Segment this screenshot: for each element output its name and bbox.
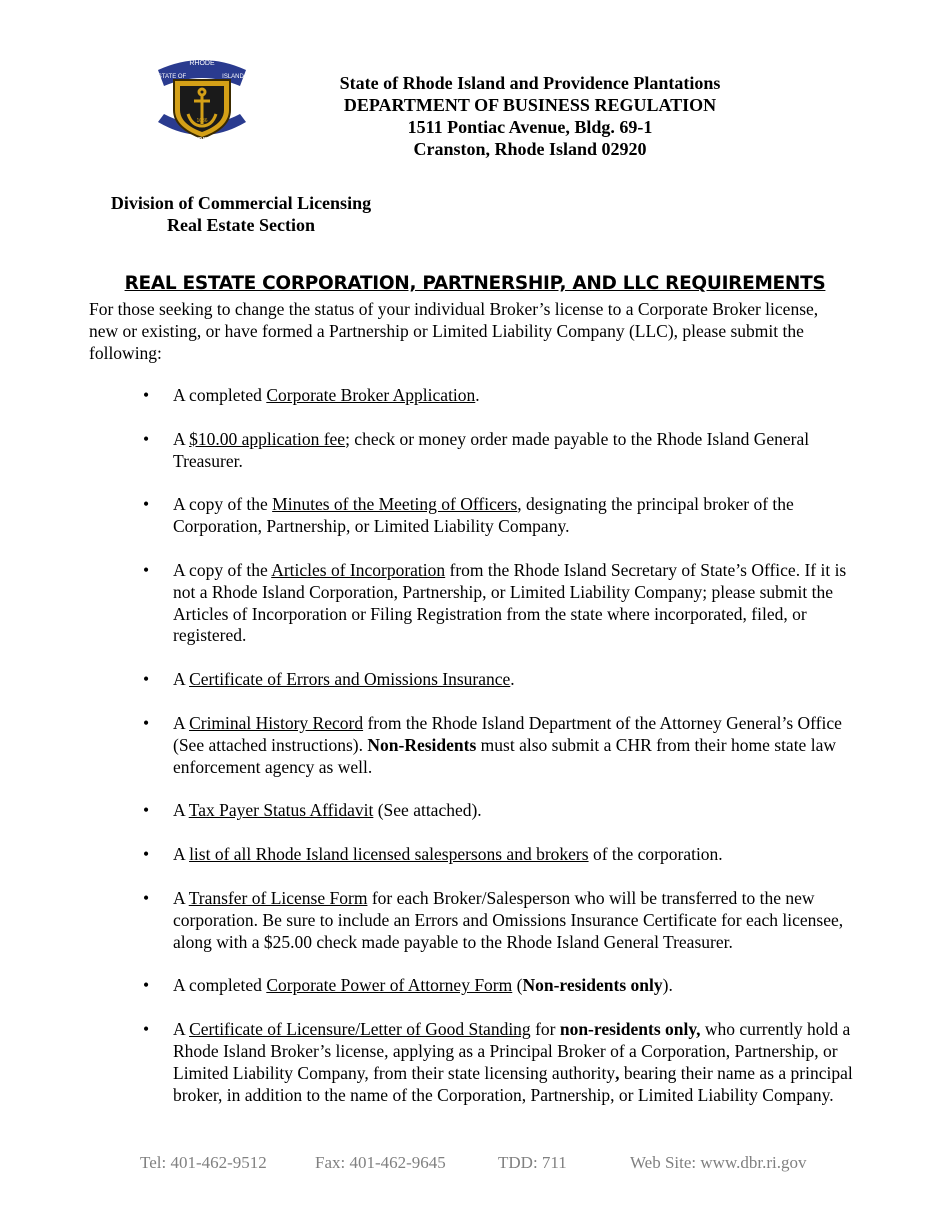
requirement-text: of the corporation. [588,844,723,865]
requirements-list [143,385,868,1128]
seal-top-text: RHODE [189,60,215,67]
requirement-document-name: Minutes of the Meeting of Officers [272,494,518,515]
bullet-icon: • [143,844,150,865]
requirement-text: bearing their name as a principal broker, in addition to the name of the Corporation, Partnership, or Limited Liability Company. [173,1062,853,1105]
requirement-text: , designating the principal broker of the Corporation, Partnership, or Limited Liability Company. [173,494,794,537]
requirement-text: (See attached). [373,800,482,821]
seal-year-text: 1636 [196,118,208,124]
requirement-text: A [173,1019,190,1040]
footer-tdd: TDD: 711 [498,1153,567,1172]
bullet-icon: • [143,428,150,449]
seal-left-text: STATE OF [157,74,187,80]
document-title: REAL ESTATE CORPORATION, PARTNERSHIP, AND LLC REQUIREMENTS [124,273,826,294]
requirement-text: . [475,385,480,405]
requirement-item [143,494,868,538]
bullet-icon: • [143,669,150,690]
requirement-text: from the Rhode Island Secretary of State’s Office. If it is not a Rhode Island Corporation, Partnership, or Limited Liability Company; please submit the Articles of Incorporation or Filing Registration from the state where incorporated, filed, or registered. [173,559,847,646]
division-block [96,192,386,236]
requirement-text: from the Rhode Island Department of the Attorney General’s Office (See attached instructions). [173,712,842,755]
requirement-text: A copy of the [173,494,273,515]
requirement-document-name: Certificate of Errors and Omissions Insurance [189,669,511,690]
requirement-item [143,975,868,997]
requirement-item [143,385,868,407]
seal-bottom-text: HOPE [192,137,212,144]
intro-paragraph: For those seeking to change the status of your individual Broker’s license to a Corporate Broker license, new or existing, or have formed a Partnership or Limited Liability Company (LLC), please submit the following: [89,299,819,363]
seal-right-text: ISLAND [222,74,244,80]
requirement-document-name: Criminal History Record [189,712,364,733]
requirement-document-name: Articles of Incorporation [271,559,446,580]
requirement-text: who currently hold a Rhode Island Broker’s license, applying as a Principal Broker of a Corporation, Partnership, or Limited Liability Company, from their state licensing authority [173,1019,851,1083]
requirement-text: A [173,800,189,821]
header-city-line: Cranston, Rhode Island 02920 [413,139,647,159]
requirement-text: ). [662,975,673,996]
footer-tel: Tel: 401-462-9512 [140,1153,267,1172]
requirement-document-name: Corporate Broker Application [266,385,476,405]
department-header [300,72,760,160]
requirement-item [143,669,868,691]
requirement-text: A completed [173,385,267,405]
requirement-item [143,888,868,953]
bullet-icon: • [143,975,150,996]
bullet-icon: • [143,800,150,821]
bullet-icon: • [143,494,150,515]
requirement-item [143,1019,868,1106]
requirement-item [143,844,868,866]
requirement-text: ; check or money order made payable to the Rhode Island General Treasurer. [173,428,810,471]
requirement-text: A [173,428,190,449]
requirement-text: for [530,1019,560,1040]
footer-website: Web Site: www.dbr.ri.gov [630,1153,807,1172]
requirement-emphasis: , [615,1062,620,1083]
header-department-line: DEPARTMENT OF BUSINESS REGULATION [343,95,717,115]
header-address-line: 1511 Pontiac Avenue, Bldg. 69-1 [407,117,653,137]
requirement-document-name: Tax Payer Status Affidavit [188,800,374,821]
rhode-island-seal-logo [152,56,252,148]
requirement-emphasis: Non-residents only [522,975,663,996]
bullet-icon: • [143,712,150,733]
requirement-text: ( [512,975,523,996]
requirement-item [143,800,868,822]
requirement-text: A [173,844,190,865]
division-name: Division of Commercial Licensing [110,193,372,213]
requirement-text: must also submit a CHR from their home state law enforcement agency as well. [173,734,836,777]
requirement-item [143,560,868,647]
requirement-text: A copy of the [173,559,272,580]
bullet-icon: • [143,559,150,580]
bullet-icon: • [143,887,150,908]
requirement-item [143,713,868,778]
bullet-icon: • [143,1019,150,1040]
requirement-text: for each Broker/Salesperson who will be transferred to the new corporation. Be sure to include an Errors and Omissions Insurance Certificate for each licensee, along with a $25.00 check made payable to the Rhode Island General Treasurer. [173,887,844,952]
requirement-document-name: Certificate of Licensure/Letter of Good Standing [189,1019,531,1040]
requirement-text: A [173,712,190,733]
requirement-document-name: $10.00 application fee [189,428,346,449]
requirement-item [143,429,868,473]
bullet-icon: • [143,385,150,405]
requirement-document-name: Corporate Power of Attorney Form [266,975,513,996]
requirement-document-name: list of all Rhode Island licensed salespersons and brokers [189,844,589,865]
requirement-text: A completed [173,975,267,996]
requirement-text: . [510,669,515,690]
requirement-document-name: Transfer of License Form [188,887,368,908]
requirement-text: A [173,887,189,908]
requirement-emphasis: Non-Residents [367,734,477,755]
requirement-text: A [173,669,190,690]
header-state-line: State of Rhode Island and Providence Plantations [339,73,721,93]
section-name: Real Estate Section [167,215,315,235]
footer-fax: Fax: 401-462-9645 [315,1153,446,1172]
requirement-emphasis: non-residents only, [559,1019,701,1040]
